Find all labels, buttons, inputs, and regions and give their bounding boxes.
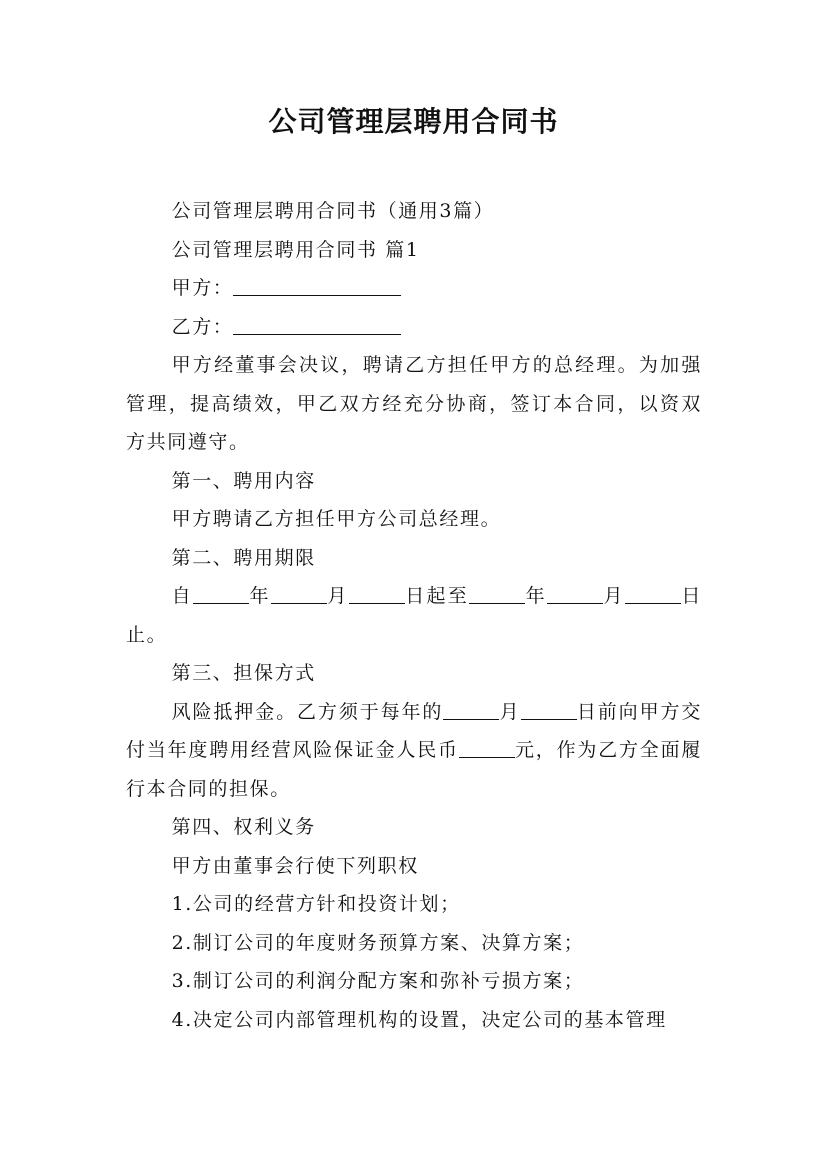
term-text-year-2: 年 — [524, 585, 547, 607]
guarantee-text-month: 月 — [499, 700, 521, 723]
guarantee-text-3: 元，作为乙方全面履行本合同的担保。 — [126, 739, 702, 800]
clause-three-text — [126, 693, 702, 809]
list-item: 4.决定公司内部管理机构的设置，决定公司的基本管理 — [171, 1008, 667, 1031]
blank — [625, 584, 681, 604]
blank — [349, 584, 405, 604]
party-a-line — [126, 269, 702, 308]
clause-one-text: 甲方聘请乙方担任甲方公司总经理。 — [171, 508, 502, 530]
clause-one-heading: 第一、聘用内容 — [171, 469, 316, 492]
clause-two-heading: 第二、聘用期限 — [171, 546, 316, 569]
clause-four-intro: 甲方由董事会行使下列职权 — [171, 854, 419, 877]
clause-two-term-text — [126, 577, 702, 654]
list-item: 1.公司的经营方针和投资计划； — [171, 893, 461, 915]
blank — [193, 584, 249, 604]
document-body — [126, 192, 702, 1039]
blank — [547, 584, 603, 604]
party-a-label: 甲方： — [171, 277, 234, 299]
party-b-line — [126, 308, 702, 347]
list-item: 2.制订公司的年度财务预算方案、决算方案； — [171, 931, 585, 954]
guarantee-text-1: 风险抵押金。乙方须于每年的 — [171, 700, 444, 723]
term-text-from: 自 — [171, 585, 193, 607]
document-title: 公司管理层聘用合同书 — [268, 105, 559, 138]
party-b-blank — [233, 315, 401, 335]
clause-three-heading: 第三、担保方式 — [171, 662, 316, 684]
term-text-end: 日止。 — [126, 585, 703, 646]
party-b-label: 乙方： — [171, 315, 234, 338]
blank — [443, 700, 499, 720]
clause-four-heading: 第四、权利义务 — [171, 816, 316, 838]
party-a-blank — [233, 276, 401, 296]
list-item: 3.制订公司的利润分配方案和弥补亏损方案； — [171, 970, 585, 992]
term-text-until: 日起至 — [404, 585, 469, 607]
blank — [521, 700, 577, 720]
blank — [271, 584, 327, 604]
paragraph-section-heading: 公司管理层聘用合同书 篇1 — [171, 238, 420, 261]
blank — [469, 584, 525, 604]
paragraph-preamble: 甲方经董事会决议，聘请乙方担任甲方的总经理。为加强管理，提高绩效，甲乙双方经充分协商，签订本合同，以资双方共同遵守。 — [126, 354, 702, 453]
paragraph-subtitle: 公司管理层聘用合同书（通用3篇） — [171, 200, 495, 222]
term-text-year: 年 — [248, 585, 271, 607]
blank — [459, 738, 515, 758]
term-text-month: 月 — [326, 585, 349, 607]
term-text-month-2: 月 — [602, 585, 625, 607]
guarantee-text-2: 日前向甲方交付当年度聘用经营风险保证金人民币 — [126, 700, 702, 761]
